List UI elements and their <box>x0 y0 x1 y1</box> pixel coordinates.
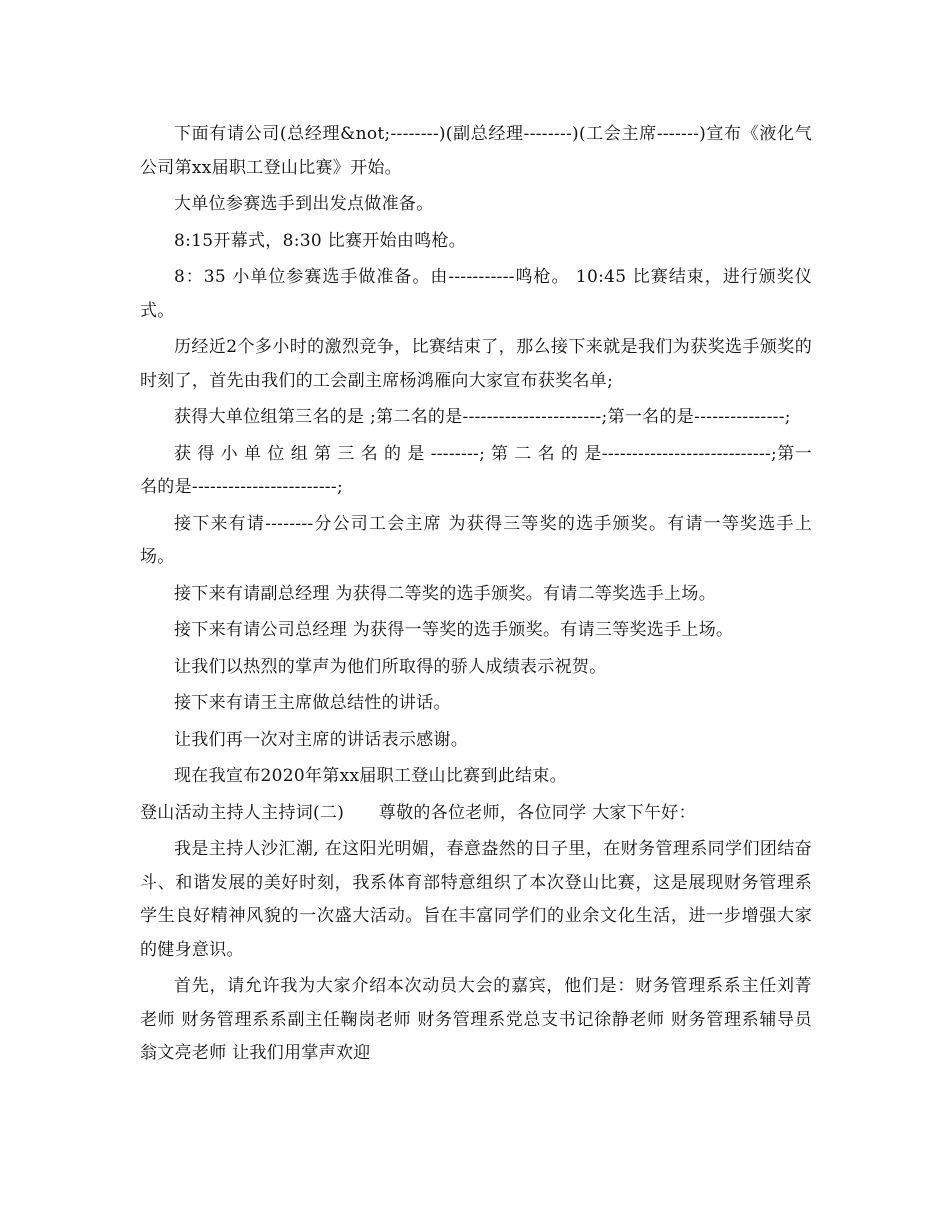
paragraph-small-unit-winners: 获 得 小 单 位 组 第 三 名 的 是 --------; 第 二 名 的 是----------------------------;第一名的是------------------------; <box>140 443 812 497</box>
paragraph-large-unit-winners: 获得大单位组第三名的是 ;第二名的是-----------------------;第一名的是---------------; <box>174 407 791 427</box>
paragraph-congratulations: 让我们以热烈的掌声为他们所取得的骄人成绩表示祝贺。 <box>174 656 607 677</box>
paragraph-award-intro: 历经近2个多小时的激烈竞争，比赛结束了，那么接下来就是我们为获奖选手颁奖的时刻了，首先由我们的工会副主席杨鸿雁向大家宣布获奖名单; <box>140 337 812 391</box>
paragraph-small-unit-prepare: 8：35 小单位参赛选手做准备。由-----------鸣枪。 10:45 比赛结束，进行颁奖仪式。 <box>140 267 812 321</box>
paragraph-large-unit-prepare: 大单位参赛选手到出发点做准备。 <box>174 194 434 214</box>
paragraph-opening-announcement: 下面有请公司(总经理&not;--------)(副总经理--------)(工会主席-------)宣布《液化气公司第xx届职工登山比赛》开始。 <box>140 124 812 178</box>
paragraph-closing: 现在我宣布2020年第xx届职工登山比赛到此结束。 <box>174 766 567 786</box>
section-heading-host-speech-two: 登山活动主持人主持词(二) 尊敬的各位老师，各位同学 大家下午好： <box>140 802 696 823</box>
paragraph-chairman-speech: 接下来有请王主席做总结性的讲话。 <box>174 693 451 713</box>
paragraph-thanks: 让我们再一次对主席的讲话表示感谢。 <box>174 729 469 750</box>
paragraph-guest-introduction: 首先，请允许我为大家介绍本次动员大会的嘉宾，他们是：财务管理系系主任刘菁老师 财务管理系系副主任鞠岗老师 财务管理系党总支书记徐静老师 财务管理系辅导员翁文亮老师 让我们用掌声欢迎 <box>140 976 812 1063</box>
paragraph-opening-time: 8:15开幕式，8:30 比赛开始由鸣枪。 <box>174 230 467 251</box>
paragraph-second-prize: 接下来有请副总经理 为获得二等奖的选手颁奖。有请二等奖选手上场。 <box>174 583 717 604</box>
paragraph-host-introduction: 我是主持人沙汇潮, 在这阳光明媚，春意盎然的日子里，在财务管理系同学们团结奋斗、和谐发展的美好时刻，我系体育部特意组织了本次登山比赛，这是展现财务管理系学生良好精神风貌的一次盛大活动。旨在丰富同学们的业余文化生活，进一步增强大家的健身意识。 <box>140 839 812 960</box>
document-body <box>140 118 812 1074</box>
paragraph-third-prize: 接下来有请--------分公司工会主席 为获得三等奖的选手颁奖。有请一等奖选手上场。 <box>140 513 812 567</box>
paragraph-first-prize: 接下来有请公司总经理 为获得一等奖的选手颁奖。有请三等奖选手上场。 <box>174 620 734 640</box>
